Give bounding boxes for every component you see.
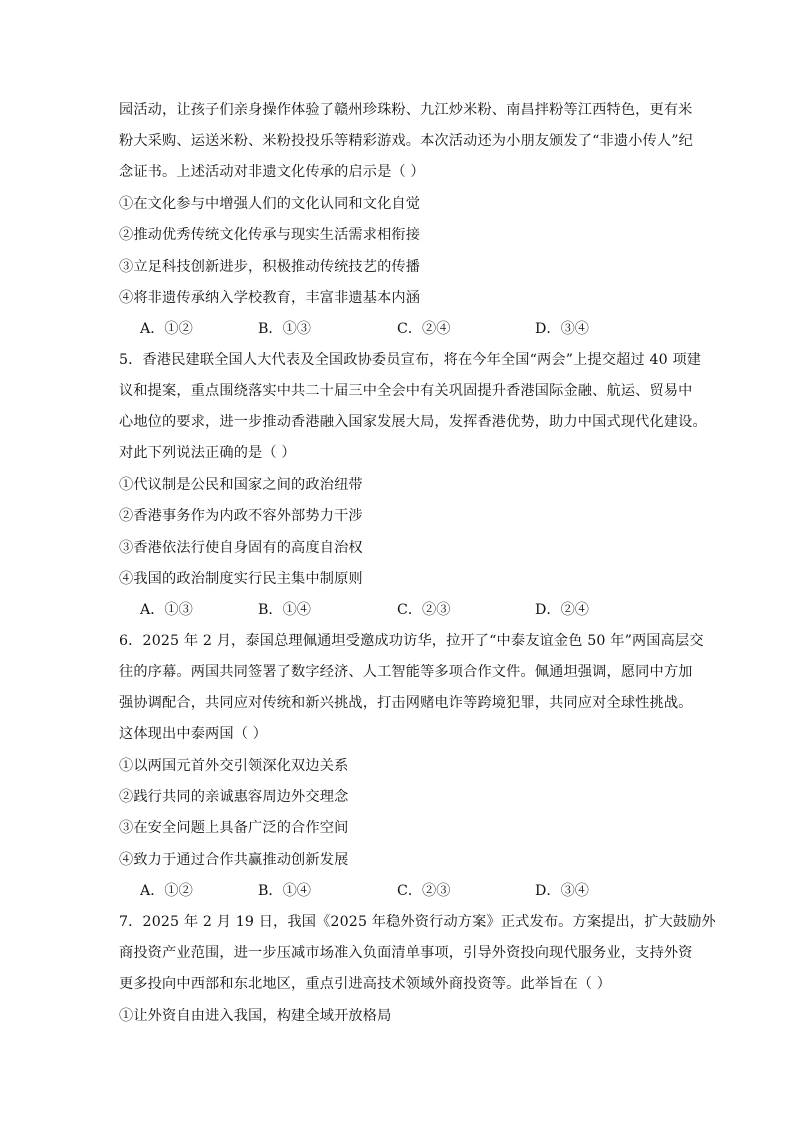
q4-item-1: ①在文化参与中增强人们的文化认同和文化自觉 <box>119 196 421 212</box>
q7-stem-line: 更多投向中西部和东北地区，重点引进高技术领域外商投资等。此举旨在（ ） <box>119 976 612 992</box>
q4-stem-line: 粉大采购、运送米粉、米粉投投乐等精彩游戏。本次活动还为小朋友颁发了“非遗小传人”纪 <box>119 133 693 149</box>
q5-options <box>140 600 700 620</box>
q5-item-3: ③香港依法行使自身固有的高度自治权 <box>119 540 363 556</box>
q4-option-d[interactable]: D．③④ <box>535 321 589 337</box>
q6-item-1: ①以两国元首外交引领深化双边关系 <box>119 758 349 774</box>
q7-item-1: ①让外资自由进入我国，构建全域开放格局 <box>119 1008 392 1024</box>
q4-options <box>140 319 700 339</box>
q6-option-c[interactable]: C．②③ <box>397 883 451 899</box>
q6-item-4: ④致力于通过合作共赢推动创新发展 <box>119 852 349 868</box>
q6-stem-line: 这体现出中泰两国（ ） <box>119 726 268 742</box>
q6-item-3: ③在安全问题上具备广泛的合作空间 <box>119 820 349 836</box>
q4-option-a[interactable]: A．①② <box>140 321 193 337</box>
q5-option-d[interactable]: D．②④ <box>535 602 589 618</box>
q5-stem-line: 心地位的要求，进一步推动香港融入国家发展大局，发挥香港优势，助力中国式现代化建设。 <box>119 414 707 430</box>
q4-item-3: ③立足科技创新进步，积极推动传统技艺的传播 <box>119 259 421 275</box>
q5-option-a[interactable]: A．①③ <box>140 602 193 618</box>
q6-stem-line: 6．2025 年 2 月，泰国总理佩通坦受邀成功访华，拉开了“中泰友谊金色 50 年”两国高层交 <box>119 633 704 649</box>
q5-item-2: ②香港事务作为内政不容外部势力干涉 <box>119 508 363 524</box>
q4-stem-line: 念证书。上述活动对非遗文化传承的启示是（ ） <box>119 164 425 180</box>
q5-stem-line: 议和提案，重点围绕落实中共二十届三中全会中有关巩固提升香港国际金融、航运、贸易中 <box>119 383 693 399</box>
q5-option-c[interactable]: C．②③ <box>397 602 451 618</box>
q6-option-a[interactable]: A．①② <box>140 883 193 899</box>
q4-item-2: ②推动优秀传统文化传承与现实生活需求相衔接 <box>119 227 421 243</box>
q4-option-c[interactable]: C．②④ <box>397 321 451 337</box>
q5-stem-line: 对此下列说法正确的是（ ） <box>119 445 296 461</box>
q6-option-d[interactable]: D．③④ <box>535 883 589 899</box>
q6-options <box>140 881 700 901</box>
q6-option-b[interactable]: B．①④ <box>258 883 311 899</box>
q6-stem-line: 强协调配合，共同应对传统和新兴挑战，打击网赌电诈等跨境犯罪，共同应对全球性挑战。 <box>119 695 693 711</box>
q4-item-4: ④将非遗传承纳入学校教育，丰富非遗基本内涵 <box>119 290 421 306</box>
q4-option-b[interactable]: B．①③ <box>258 321 311 337</box>
q7-stem-line: 7．2025 年 2 月 19 日，我国《2025 年稳外资行动方案》正式发布。方案提出，扩大鼓励外 <box>119 914 716 930</box>
q5-option-b[interactable]: B．①④ <box>258 602 311 618</box>
q5-stem-line: 5．香港民建联全国人大代表及全国政协委员宣布，将在今年全国“两会”上提交超过 40 项建 <box>119 352 702 368</box>
q5-item-4: ④我国的政治制度实行民主集中制原则 <box>119 571 363 587</box>
q7-stem-line: 商投资产业范围，进一步压减市场准入负面清单事项，引导外资投向现代服务业，支持外资 <box>119 945 693 961</box>
q4-stem-line: 园活动，让孩子们亲身操作体验了赣州珍珠粉、九江炒米粉、南昌拌粉等江西特色，更有米 <box>119 102 693 118</box>
q6-item-2: ②践行共同的亲诚惠容周边外交理念 <box>119 789 349 805</box>
q6-stem-line: 往的序幕。两国共同签署了数字经济、人工智能等多项合作文件。佩通坦强调，愿同中方加 <box>119 664 693 680</box>
q5-item-1: ①代议制是公民和国家之间的政治纽带 <box>119 477 363 493</box>
